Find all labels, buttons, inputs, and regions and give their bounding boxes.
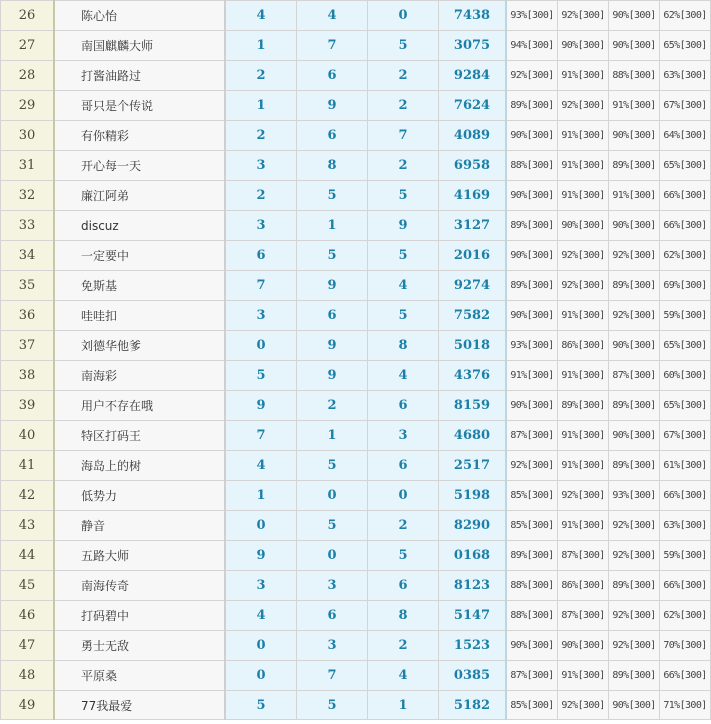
rank-cell: 27 xyxy=(1,31,55,61)
table-row xyxy=(1,121,711,151)
rate-1-cell: 85%[300] xyxy=(506,691,558,720)
digit-3-cell: 6 xyxy=(368,391,439,421)
rate-1-cell: 91%[300] xyxy=(506,361,558,391)
code-cell: 1523 xyxy=(439,631,507,661)
digit-3-cell: 2 xyxy=(368,631,439,661)
code-cell: 4089 xyxy=(439,121,507,151)
rate-4-cell: 65%[300] xyxy=(660,331,711,361)
user-name-cell: 免斯基 xyxy=(54,271,225,301)
rate-1-cell: 90%[300] xyxy=(506,391,558,421)
table-row xyxy=(1,481,711,511)
rank-cell: 47 xyxy=(1,631,55,661)
rate-3-cell: 89%[300] xyxy=(609,271,660,301)
user-name-cell: 陈心怡 xyxy=(54,1,225,31)
rank-cell: 42 xyxy=(1,481,55,511)
digit-3-cell: 9 xyxy=(368,211,439,241)
rate-2-cell: 86%[300] xyxy=(558,571,609,601)
digit-3-cell: 3 xyxy=(368,421,439,451)
rate-4-cell: 67%[300] xyxy=(660,91,711,121)
code-cell: 4376 xyxy=(439,361,507,391)
table-row xyxy=(1,331,711,361)
digit-2-cell: 7 xyxy=(297,31,368,61)
table-row xyxy=(1,601,711,631)
digit-2-cell: 1 xyxy=(297,421,368,451)
rate-2-cell: 91%[300] xyxy=(558,361,609,391)
rate-3-cell: 92%[300] xyxy=(609,511,660,541)
digit-2-cell: 3 xyxy=(297,631,368,661)
digit-2-cell: 6 xyxy=(297,601,368,631)
code-cell: 0168 xyxy=(439,541,507,571)
rate-2-cell: 91%[300] xyxy=(558,421,609,451)
code-cell: 2016 xyxy=(439,241,507,271)
rate-3-cell: 89%[300] xyxy=(609,451,660,481)
rate-2-cell: 90%[300] xyxy=(558,31,609,61)
rate-4-cell: 63%[300] xyxy=(660,511,711,541)
digit-3-cell: 2 xyxy=(368,61,439,91)
digit-1-cell: 0 xyxy=(225,331,297,361)
digit-3-cell: 5 xyxy=(368,181,439,211)
digit-1-cell: 3 xyxy=(225,211,297,241)
rate-3-cell: 88%[300] xyxy=(609,61,660,91)
table-row xyxy=(1,571,711,601)
ranking-table-body xyxy=(1,1,711,720)
rate-2-cell: 91%[300] xyxy=(558,61,609,91)
user-name-cell: 海岛上的树 xyxy=(54,451,225,481)
rate-1-cell: 90%[300] xyxy=(506,121,558,151)
rate-1-cell: 89%[300] xyxy=(506,271,558,301)
digit-1-cell: 1 xyxy=(225,481,297,511)
rate-2-cell: 91%[300] xyxy=(558,181,609,211)
rate-4-cell: 71%[300] xyxy=(660,691,711,720)
user-name-cell: 一定要中 xyxy=(54,241,225,271)
rate-4-cell: 59%[300] xyxy=(660,541,711,571)
rate-1-cell: 89%[300] xyxy=(506,91,558,121)
digit-2-cell: 0 xyxy=(297,541,368,571)
digit-1-cell: 9 xyxy=(225,391,297,421)
rank-cell: 37 xyxy=(1,331,55,361)
rate-1-cell: 90%[300] xyxy=(506,181,558,211)
user-name-cell: 特区打码王 xyxy=(54,421,225,451)
digit-2-cell: 3 xyxy=(297,571,368,601)
table-row xyxy=(1,631,711,661)
rank-cell: 49 xyxy=(1,691,55,720)
rate-3-cell: 93%[300] xyxy=(609,481,660,511)
rate-3-cell: 87%[300] xyxy=(609,361,660,391)
code-cell: 2517 xyxy=(439,451,507,481)
rate-3-cell: 92%[300] xyxy=(609,301,660,331)
rate-1-cell: 94%[300] xyxy=(506,31,558,61)
digit-1-cell: 0 xyxy=(225,661,297,691)
rate-4-cell: 65%[300] xyxy=(660,151,711,181)
rate-2-cell: 87%[300] xyxy=(558,601,609,631)
digit-1-cell: 4 xyxy=(225,601,297,631)
table-row xyxy=(1,151,711,181)
table-row xyxy=(1,211,711,241)
rank-cell: 40 xyxy=(1,421,55,451)
rate-3-cell: 89%[300] xyxy=(609,391,660,421)
code-cell: 8123 xyxy=(439,571,507,601)
digit-3-cell: 1 xyxy=(368,691,439,720)
rate-4-cell: 70%[300] xyxy=(660,631,711,661)
rank-cell: 36 xyxy=(1,301,55,331)
code-cell: 4680 xyxy=(439,421,507,451)
code-cell: 3127 xyxy=(439,211,507,241)
code-cell: 3075 xyxy=(439,31,507,61)
rate-2-cell: 92%[300] xyxy=(558,91,609,121)
table-row xyxy=(1,31,711,61)
digit-1-cell: 7 xyxy=(225,421,297,451)
digit-1-cell: 1 xyxy=(225,31,297,61)
rank-cell: 29 xyxy=(1,91,55,121)
rate-1-cell: 90%[300] xyxy=(506,241,558,271)
digit-2-cell: 0 xyxy=(297,481,368,511)
user-name-cell: 77我最爱 xyxy=(54,691,225,720)
digit-1-cell: 4 xyxy=(225,1,297,31)
digit-3-cell: 4 xyxy=(368,271,439,301)
digit-1-cell: 3 xyxy=(225,151,297,181)
rate-3-cell: 91%[300] xyxy=(609,91,660,121)
digit-2-cell: 9 xyxy=(297,271,368,301)
table-row xyxy=(1,541,711,571)
code-cell: 7624 xyxy=(439,91,507,121)
table-row xyxy=(1,391,711,421)
rank-cell: 31 xyxy=(1,151,55,181)
digit-3-cell: 0 xyxy=(368,1,439,31)
rate-4-cell: 62%[300] xyxy=(660,1,711,31)
rank-cell: 48 xyxy=(1,661,55,691)
user-name-cell: 有你精彩 xyxy=(54,121,225,151)
digit-2-cell: 4 xyxy=(297,1,368,31)
rate-4-cell: 69%[300] xyxy=(660,271,711,301)
rate-1-cell: 93%[300] xyxy=(506,331,558,361)
digit-2-cell: 5 xyxy=(297,181,368,211)
table-row xyxy=(1,511,711,541)
digit-1-cell: 5 xyxy=(225,361,297,391)
digit-3-cell: 5 xyxy=(368,241,439,271)
code-cell: 8159 xyxy=(439,391,507,421)
rate-2-cell: 90%[300] xyxy=(558,211,609,241)
table-row xyxy=(1,1,711,31)
digit-3-cell: 6 xyxy=(368,571,439,601)
rate-4-cell: 65%[300] xyxy=(660,391,711,421)
user-name-cell: 哇哇扣 xyxy=(54,301,225,331)
digit-2-cell: 1 xyxy=(297,211,368,241)
digit-1-cell: 1 xyxy=(225,91,297,121)
rate-4-cell: 62%[300] xyxy=(660,241,711,271)
digit-2-cell: 9 xyxy=(297,91,368,121)
rate-1-cell: 92%[300] xyxy=(506,61,558,91)
rate-1-cell: 92%[300] xyxy=(506,451,558,481)
rate-3-cell: 90%[300] xyxy=(609,121,660,151)
rate-2-cell: 91%[300] xyxy=(558,121,609,151)
rank-cell: 45 xyxy=(1,571,55,601)
digit-2-cell: 7 xyxy=(297,661,368,691)
digit-3-cell: 8 xyxy=(368,331,439,361)
rate-2-cell: 86%[300] xyxy=(558,331,609,361)
digit-2-cell: 9 xyxy=(297,331,368,361)
digit-3-cell: 0 xyxy=(368,481,439,511)
digit-1-cell: 6 xyxy=(225,241,297,271)
table-row xyxy=(1,181,711,211)
table-row xyxy=(1,271,711,301)
user-name-cell: 勇士无敌 xyxy=(54,631,225,661)
rank-cell: 39 xyxy=(1,391,55,421)
rate-1-cell: 89%[300] xyxy=(506,211,558,241)
table-row xyxy=(1,61,711,91)
rate-4-cell: 66%[300] xyxy=(660,571,711,601)
rate-3-cell: 89%[300] xyxy=(609,571,660,601)
rate-3-cell: 90%[300] xyxy=(609,691,660,720)
code-cell: 0385 xyxy=(439,661,507,691)
digit-2-cell: 5 xyxy=(297,511,368,541)
table-row xyxy=(1,451,711,481)
digit-3-cell: 2 xyxy=(368,511,439,541)
digit-1-cell: 4 xyxy=(225,451,297,481)
user-name-cell: 哥只是个传说 xyxy=(54,91,225,121)
digit-1-cell: 0 xyxy=(225,631,297,661)
rate-2-cell: 92%[300] xyxy=(558,481,609,511)
rate-3-cell: 89%[300] xyxy=(609,151,660,181)
rate-1-cell: 93%[300] xyxy=(506,1,558,31)
rate-4-cell: 66%[300] xyxy=(660,211,711,241)
rate-2-cell: 92%[300] xyxy=(558,271,609,301)
digit-3-cell: 5 xyxy=(368,301,439,331)
rate-3-cell: 92%[300] xyxy=(609,601,660,631)
rate-4-cell: 65%[300] xyxy=(660,31,711,61)
rate-1-cell: 85%[300] xyxy=(506,481,558,511)
rate-4-cell: 67%[300] xyxy=(660,421,711,451)
digit-2-cell: 2 xyxy=(297,391,368,421)
digit-3-cell: 2 xyxy=(368,151,439,181)
rate-3-cell: 92%[300] xyxy=(609,541,660,571)
rate-2-cell: 91%[300] xyxy=(558,301,609,331)
rank-cell: 41 xyxy=(1,451,55,481)
rate-4-cell: 61%[300] xyxy=(660,451,711,481)
code-cell: 5198 xyxy=(439,481,507,511)
digit-3-cell: 4 xyxy=(368,661,439,691)
table-row xyxy=(1,91,711,121)
rate-3-cell: 92%[300] xyxy=(609,241,660,271)
rate-3-cell: 90%[300] xyxy=(609,31,660,61)
rate-3-cell: 90%[300] xyxy=(609,421,660,451)
rank-cell: 34 xyxy=(1,241,55,271)
user-name-cell: 南海彩 xyxy=(54,361,225,391)
rank-cell: 44 xyxy=(1,541,55,571)
user-name-cell: 用户不存在哦 xyxy=(54,391,225,421)
code-cell: 4169 xyxy=(439,181,507,211)
table-row xyxy=(1,241,711,271)
digit-1-cell: 5 xyxy=(225,691,297,720)
rank-cell: 35 xyxy=(1,271,55,301)
code-cell: 5147 xyxy=(439,601,507,631)
rate-2-cell: 87%[300] xyxy=(558,541,609,571)
rate-1-cell: 87%[300] xyxy=(506,421,558,451)
rate-3-cell: 90%[300] xyxy=(609,211,660,241)
rate-3-cell: 91%[300] xyxy=(609,181,660,211)
digit-3-cell: 5 xyxy=(368,31,439,61)
code-cell: 9284 xyxy=(439,61,507,91)
user-name-cell: discuz xyxy=(54,211,225,241)
rate-3-cell: 89%[300] xyxy=(609,661,660,691)
digit-2-cell: 5 xyxy=(297,451,368,481)
digit-3-cell: 8 xyxy=(368,601,439,631)
rank-cell: 32 xyxy=(1,181,55,211)
rate-4-cell: 63%[300] xyxy=(660,61,711,91)
rate-2-cell: 91%[300] xyxy=(558,451,609,481)
digit-2-cell: 9 xyxy=(297,361,368,391)
rate-3-cell: 90%[300] xyxy=(609,331,660,361)
user-name-cell: 南海传奇 xyxy=(54,571,225,601)
rank-cell: 28 xyxy=(1,61,55,91)
digit-1-cell: 0 xyxy=(225,511,297,541)
rate-1-cell: 90%[300] xyxy=(506,301,558,331)
rate-1-cell: 85%[300] xyxy=(506,511,558,541)
rate-4-cell: 66%[300] xyxy=(660,661,711,691)
rate-1-cell: 88%[300] xyxy=(506,571,558,601)
code-cell: 5018 xyxy=(439,331,507,361)
rank-cell: 26 xyxy=(1,1,55,31)
rate-4-cell: 64%[300] xyxy=(660,121,711,151)
digit-3-cell: 5 xyxy=(368,541,439,571)
rate-2-cell: 92%[300] xyxy=(558,1,609,31)
digit-3-cell: 6 xyxy=(368,451,439,481)
code-cell: 9274 xyxy=(439,271,507,301)
rank-cell: 46 xyxy=(1,601,55,631)
table-row xyxy=(1,421,711,451)
table-row xyxy=(1,361,711,391)
rank-cell: 38 xyxy=(1,361,55,391)
rank-cell: 43 xyxy=(1,511,55,541)
user-name-cell: 五路大师 xyxy=(54,541,225,571)
digit-1-cell: 2 xyxy=(225,181,297,211)
user-name-cell: 打码碧中 xyxy=(54,601,225,631)
user-name-cell: 平原桑 xyxy=(54,661,225,691)
digit-1-cell: 2 xyxy=(225,121,297,151)
table-row xyxy=(1,691,711,720)
rate-1-cell: 87%[300] xyxy=(506,661,558,691)
rate-4-cell: 59%[300] xyxy=(660,301,711,331)
rank-cell: 30 xyxy=(1,121,55,151)
rate-4-cell: 60%[300] xyxy=(660,361,711,391)
digit-2-cell: 8 xyxy=(297,151,368,181)
user-name-cell: 静音 xyxy=(54,511,225,541)
rate-2-cell: 89%[300] xyxy=(558,391,609,421)
rank-cell: 33 xyxy=(1,211,55,241)
rate-4-cell: 62%[300] xyxy=(660,601,711,631)
digit-3-cell: 4 xyxy=(368,361,439,391)
user-name-cell: 廉江阿弟 xyxy=(54,181,225,211)
digit-2-cell: 6 xyxy=(297,301,368,331)
rate-1-cell: 88%[300] xyxy=(506,151,558,181)
digit-2-cell: 6 xyxy=(297,121,368,151)
rate-2-cell: 92%[300] xyxy=(558,241,609,271)
rate-1-cell: 90%[300] xyxy=(506,631,558,661)
digit-1-cell: 3 xyxy=(225,301,297,331)
digit-1-cell: 7 xyxy=(225,271,297,301)
rate-2-cell: 90%[300] xyxy=(558,631,609,661)
rate-3-cell: 90%[300] xyxy=(609,1,660,31)
rate-2-cell: 91%[300] xyxy=(558,511,609,541)
user-name-cell: 打酱油路过 xyxy=(54,61,225,91)
table-row xyxy=(1,301,711,331)
digit-1-cell: 9 xyxy=(225,541,297,571)
digit-3-cell: 7 xyxy=(368,121,439,151)
user-name-cell: 低势力 xyxy=(54,481,225,511)
rate-3-cell: 92%[300] xyxy=(609,631,660,661)
digit-1-cell: 3 xyxy=(225,571,297,601)
rate-4-cell: 66%[300] xyxy=(660,481,711,511)
code-cell: 7582 xyxy=(439,301,507,331)
rate-1-cell: 89%[300] xyxy=(506,541,558,571)
user-name-cell: 开心每一天 xyxy=(54,151,225,181)
rate-4-cell: 66%[300] xyxy=(660,181,711,211)
user-name-cell: 南国麒麟大师 xyxy=(54,31,225,61)
rate-2-cell: 92%[300] xyxy=(558,691,609,720)
table-row xyxy=(1,661,711,691)
user-name-cell: 刘德华他爹 xyxy=(54,331,225,361)
code-cell: 5182 xyxy=(439,691,507,720)
digit-3-cell: 2 xyxy=(368,91,439,121)
digit-2-cell: 5 xyxy=(297,691,368,720)
code-cell: 7438 xyxy=(439,1,507,31)
digit-2-cell: 5 xyxy=(297,241,368,271)
code-cell: 8290 xyxy=(439,511,507,541)
code-cell: 6958 xyxy=(439,151,507,181)
digit-1-cell: 2 xyxy=(225,61,297,91)
rate-2-cell: 91%[300] xyxy=(558,151,609,181)
digit-2-cell: 6 xyxy=(297,61,368,91)
rate-2-cell: 91%[300] xyxy=(558,661,609,691)
rate-1-cell: 88%[300] xyxy=(506,601,558,631)
